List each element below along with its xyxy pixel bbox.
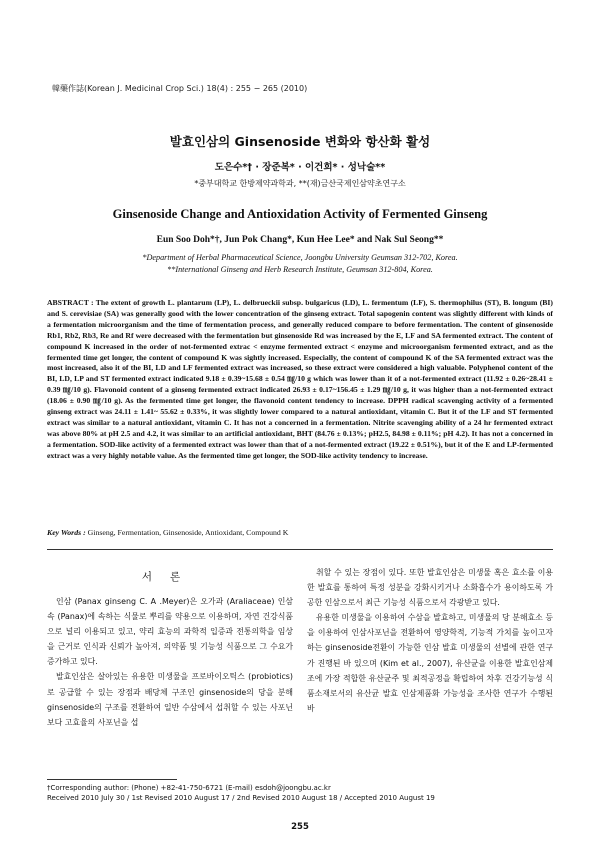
corresponding-author: †Corresponding author: (Phone) +82-41-750-6721 (E-mail) esdoh@joongbu.ac.kr	[47, 784, 331, 792]
abstract-text: The extent of growth L. plantarum (LP), L. delbrueckii subsp. bulgaricus (LD), L. fermentum (LF), S. thermophilus (ST), B. longum (BI) and S. cerevisiae (SA) was generally good with the lower concentration of the ginseng extract. Total sapogenin content was slightly different with kinds of a fermentation microorganism and the time of fermentation process, and generally reduced compare to before fermentation. The content of ginsenoside Rb1, Rb2, Rb3, Re and Rf were decreased with the fermentation but ginsenoside Rd was increased by the E, LF and SA fermented extract. The content of compound K increased in the order of not-fermented extrac < enzyme fermented extract < enzyme and microorganism fermented extract, and as the fermented time get longer, the content of compound K was sightly increased. Especially, the content of compound K of the SA fermented extract was the most increased, also it of the BI, LD and LF fermented extract was increased, so these extract were considered a high valuable. Polyphenol content of the BI, LD, LP and ST fermented extract indicated 9.18 ± 0.39~15.68 ± 0.54 ㎎/10 g which was lower than it of a not-fermented extract (11.92 ± 0.26~28.41 ± 0.39 ㎎/10 g). Flavonoid content of a ginseng fermented extract indicated 26.93 ± 0.17~156.45 ± 1.29 ㎎/10 g, it was higher than a not-fermented extract (18.06 ± 0.90 ㎎/10 g). As the fermented time get longer, the flavonoid content tendency to increase. DPPH radical scavenging activity of a fermented ginseng extract was 24.11 ± 1.41~ 55.62 ± 0.33%, it was slightly lower compared to a natural antioxidant, vitamin C. But it of the LF and ST fermented extract was similar to a natural antioxidant, vitamin C. It has not a concerned in a fermentation. Nitrite scavenging ability of a 24 hr fermented extract was above 80% at pH 2.5 and 4.2, it was similar to an artificial antioxidant, BHT (84.76 ± 0.13%; pH2.5, 84.98 ± 0.11%; pH 4.2). It has not a concerned in a fermentation. SOD-like activity of a fermented extract was lower than that of a not-fermented extract (19.22 ± 0.51%), but it of the E and LP-fermented extract was a very highly notable value. As the fermented time get longer, the SOD-like activity tendency to increase.	[47, 298, 553, 460]
journal-citation: 韓藥作誌(Korean J. Medicinal Crop Sci.) 18(4) : 255 − 265 (2010)	[52, 84, 308, 93]
body-column-left	[47, 570, 293, 730]
abstract-label: ABSTRACT :	[47, 298, 94, 307]
affiliation-line-2: **International Ginseng and Herb Research Institute, Geumsan 312-804, Korea.	[167, 264, 433, 274]
korean-affiliation: *중부대학교 한방제약과학과, **(재)금산국제인삼약초연구소	[194, 179, 406, 188]
english-authors: Eun Soo Doh*†, Jun Pok Chang*, Kun Hee Lee* and Nak Sul Seong**	[156, 235, 444, 245]
paragraph: 취할 수 있는 장점이 있다. 또한 발효인삼은 미생물 혹은 효소를 이용한 발효를 통하여 특정 성분을 강화시키거나 소화흡수가 용이하도록 가공한 인삼으로서 최근 기능성 식품으로서 각광받고 있다.	[307, 568, 553, 608]
keywords	[47, 528, 553, 537]
footnote-divider	[47, 779, 177, 780]
english-affiliation	[0, 252, 600, 275]
paragraph: 인삼 (Panax ginseng C. A .Meyer)은 오가과 (Araliaceae) 인삼속 (Panax)에 속하는 식물로 뿌리를 약용으로 이용하며, 자연 건강식품으로 널리 이용되고 있고, 약리 효능의 과학적 입증과 전통의학을 임상을 근거로 인식과 신뢰가 높아져, 의약품 및 기능성 식품으로 그 수요가 증가하고 있다.	[47, 597, 293, 667]
page-number: 255	[291, 822, 309, 832]
body-column-right	[307, 565, 553, 716]
korean-title: 발효인삼의 Ginsenoside 변화와 항산화 활성	[169, 134, 431, 149]
english-title: Ginsenoside Change and Antioxidation Activity of Fermented Ginseng	[112, 207, 488, 221]
korean-authors: 도은수*† · 장준복* · 이건희* · 성낙술**	[214, 162, 386, 173]
paragraph: 유용한 미생물을 이용하여 수삼을 발효하고, 미생물의 당 분해효소 등을 이용하여 인삼사포닌을 전환하여 영양학적, 기능적 가치를 높이고자 하는 ginsenoside전환이 가능한 인삼 발효 미생물의 선별에 관한 연구가 진행된 바 있으며 (Kim et al., 2007), 유산균을 이용한 발효인삼제조에 가장 적합한 유산균주 및 최적공정을 확립하여 차후 건강기능성 식품소재로서의 유산균 발효 인삼제품화 가능성을 조사한 연구가 수행된 바	[307, 613, 553, 713]
footnote	[47, 783, 553, 803]
paragraph: 발효인삼은 살아있는 유용한 미생물을 프로바이오틱스 (probiotics)로 공급할 수 있는 장점과 배당체 구조인 ginsenoside의 당을 분해 ginsenoside의 구조를 전환하여 일반 수삼에서 섭취할 수 있는 사포닌 보다 고효율의 사포닌을 섭	[47, 672, 293, 727]
abstract	[47, 298, 553, 462]
section-heading-intro: 서론	[141, 571, 199, 583]
section-divider	[47, 549, 553, 550]
affiliation-line-1: *Department of Herbal Pharmaceutical Science, Joongbu University Geumsan 312-702, Korea.	[142, 253, 458, 262]
keywords-label: Key Words :	[47, 528, 86, 537]
keywords-text: Ginseng, Fermentation, Ginsenoside, Antioxidant, Compound K	[87, 528, 289, 537]
received-dates: Received 2010 July 30 / 1st Revised 2010 August 17 / 2nd Revised 2010 August 18 / Accepted 2010 August 19	[47, 794, 435, 802]
